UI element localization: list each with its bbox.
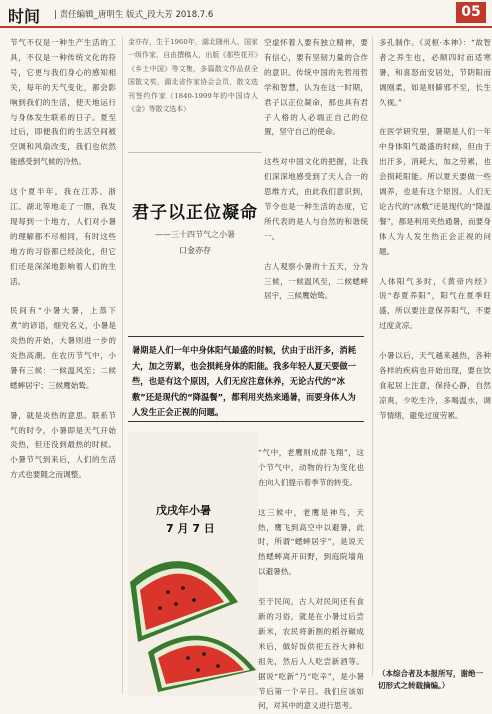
header-meta: | 责任编辑_唐明生 版式_段大芳 2018.7.6 — [54, 10, 214, 20]
author-bio: 金亦存，生于1960年，湖北随州人，国家一级作家，自由撰稿人，出版《那些花开》《乡土中国》等文集，多篇散文作品获全国散文奖，湖北省作家协会会员，散文选刊签约作家（1840-1999年的中国诗人《金》等散文选本） — [128, 38, 258, 114]
watermelon-icon — [128, 542, 258, 692]
photo-caption-date: 7 月 7 日 — [166, 522, 215, 535]
headline-block — [128, 198, 262, 256]
headline: 君子以正位凝命 — [132, 203, 258, 223]
abstract-box: 暑期是人们一年中身体阳气最盛的时候，伏由于出汗多，消耗大，加之劳累，也会损耗身体的阳能。我多年轻人夏天要做一些，也是有这个原因，人们无应注意休养，无论古代的“冰敷”还是现代的“降温餐”，都利用夹热来通暑，而要身体人为人发生正会正视的问题。 — [128, 336, 364, 422]
page-header — [0, 0, 492, 28]
divider — [128, 152, 262, 153]
footnote: （本综合者及本报所写，谢绝一切形式之转载摘编。） — [378, 669, 483, 690]
photo-caption-year: 戊戌年小暑 — [156, 504, 211, 517]
page-number: 05 — [456, 2, 486, 23]
article-column-1: 节气不仅是一种生产生活的工具，不仅是一种传统文化的符号，它更与我们身心的感知相关，每年的天气变化，都会影响到我们的生活，使天地运行与身体发生联系的日子。夏至过后，即便我们的生活空间被空调和风扇改变，我们也依然能感受到气候的冷热。 这个夏半年，我在江苏、浙江、湖北等地走了一圈，我发现每到一个地方，人们对小暑的理解都不尽相同，有时这些地方的习俗都已经淡化，但它们还是深深地影响着人们的生活。 民间有“小暑大暑，上蒸下煮”的谚语，细究名义，小暑是炎热的开始，大暑则进一步的炎热高潮。在农历节气中，小暑有三候：一候温风至；二候蟋蟀居宇；三候鹰始鸷。 暑，就是炎热的意思。联系节气的时令，小暑即是天气开始炎热，但还没到最热的时候。小暑节气到来后，人们的生活方式也要随之而调整。 — [10, 36, 123, 694]
watermelon-illustration — [128, 432, 258, 696]
author-name: 口金亦存 — [179, 246, 211, 255]
subtitle: ——三十四节气之小暑 — [155, 230, 235, 239]
article-column-3: 空虚怀着人要有独立精神，要有信心，要有坚韧力量的合作的意识。传统中国的先哲用哲学和智慧，认为在这一时期，君子以正位凝命，那也具有君子人格的人必端正自己的位置，坚守自己的使命。 这些对中国文化的把握，让我们深深地感受到了天人合一的思维方式，由此我们意识到，节令也是一种生活的态度，它所代表的是人与自然的和谐统一。 古人观察小暑的十五天，分为三候，一候温风至，二候蟋蟀居宇，三候鹰始鸷。 — [264, 38, 368, 301]
article-column-4: 多孔制作。《灵枢·本神》：“故智者之养生也，必顺四时而适寒暑，和喜怒而安居处，节阴阳而调刚柔，如是则僻邪不至，长生久视。” 在医学研究里，暑期是人们一年中身体阳气最盛的时候，但由于出汗多，消耗大，加之劳累，也会损耗阳能。所以夏天要做一些调养，也是有这个原因。人们无论古代的“冰敷”还是现代的“降温餐”，都是利用夹热通暑，而要身体人为人发生热正会正视的问题。 人体阳气多时，《黄帝内经》说“春夏养阳”，阳气在夏季旺盛，所以要注意保养阳气，不要过度贪凉。 小暑以后，天气越来越热，各种各样的疾病也开始出现，要在饮食起居上注意，保持心静，自然凉爽，少吃生冷，多喝温水，调节情绪，避免过度劳累。 — [372, 36, 491, 676]
section-title: 时间 — [8, 7, 41, 26]
article-column-3b: “气中，老鹰则成群飞翔”，这个节气中，动物的行为变化也在向人们提示着季节的转变。 这三候中，老鹰是神鸟，天热，鹰飞到高空中以避暑，此时，所谓“蟋蟀居宇”，是说天热蟋蟀离开田野，到庭院墙角以避暑热。 至于民间，古人对民间还有食新的习俗，就是在小暑过后尝新米，农民将新割的稻谷碾成米后，做好饭供祀五谷大神和祖先，然后人人吃尝新酒等。据说“吃新”乃“吃辛”，是小暑节后第一个辛日。我们应该如何，对其中的意义进行思考。 — [258, 448, 364, 711]
